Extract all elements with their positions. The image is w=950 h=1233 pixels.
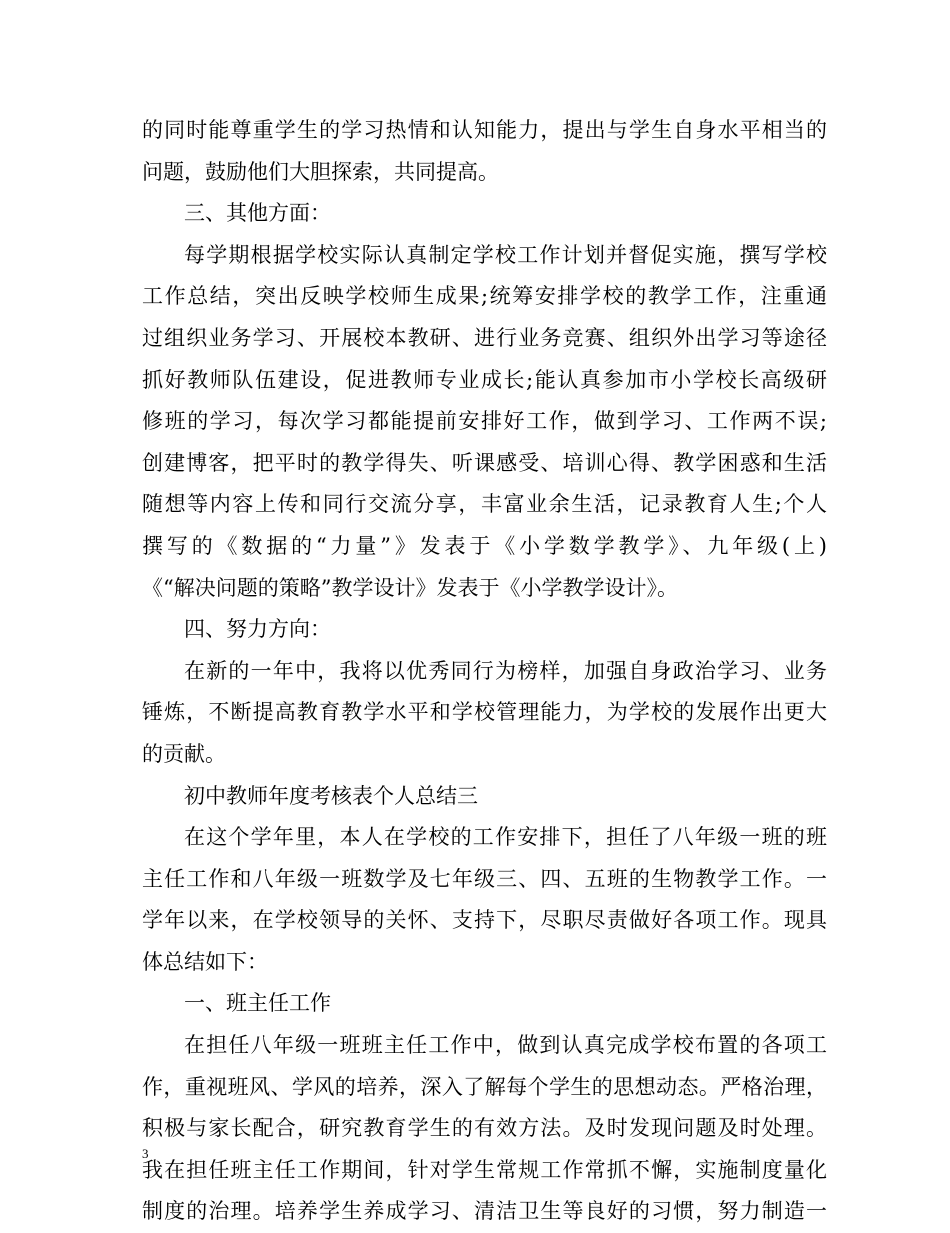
text-line: 三、其他方面：: [184, 201, 331, 226]
text-line: 问题，鼓励他们大胆探索，共同提高。: [142, 159, 499, 184]
document-body: [142, 110, 827, 1233]
text-line: 在这个学年里，本人在学校的工作安排下，担任了八年级一班的班: [184, 825, 827, 850]
text-line: 创建博客，把平时的教学得失、听课感受、培训心得、教学困惑和生活: [142, 450, 827, 475]
text-line: 工作总结，突出反映学校师生成果;统筹安排学校的教学工作，注重通: [142, 284, 827, 309]
text-line: 初中教师年度考核表个人总结三: [184, 783, 478, 808]
text-line: 在新的一年中，我将以优秀同行为榜样，加强自身政治学习、业务: [184, 658, 827, 683]
text-line: 四、努力方向：: [184, 617, 331, 642]
text-line: 在担任八年级一班班主任工作中，做到认真完成学校布置的各项工: [184, 1033, 827, 1058]
text-line: 锤炼，不断提高教育教学水平和学校管理能力，为学校的发展作出更大: [142, 700, 827, 725]
text-line: 过组织业务学习、开展校本教研、进行业务竞赛、组织外出学习等途径: [142, 325, 827, 350]
text-line: 撰写的《数据的“力量”》发表于《小学数学教学》、九年级(上): [142, 533, 827, 558]
text-line: 的同时能尊重学生的学习热情和认知能力，提出与学生自身水平相当的: [142, 118, 827, 142]
text-line: 主任工作和八年级一班数学及七年级三、四、五班的生物教学工作。一: [142, 866, 827, 891]
text-line: 一、班主任工作: [184, 991, 331, 1016]
text-line: 积极与家长配合，研究教育学生的有效方法。及时发现问题及时处理。: [142, 1116, 827, 1141]
text-line: 作，重视班风、学风的培养，深入了解每个学生的思想动态。严格治理，: [142, 1074, 827, 1099]
text-line: 修班的学习，每次学习都能提前安排好工作，做到学习、工作两不误;: [142, 409, 827, 434]
text-line: 随想等内容上传和同行交流分享，丰富业余生活，记录教育人生;个人: [142, 492, 827, 517]
text-line: 的贡献。: [142, 741, 226, 766]
text-line: 我在担任班主任工作期间，针对学生常规工作常抓不懈，实施制度量化: [142, 1157, 827, 1182]
text-line: 《“解决问题的策略”教学设计》发表于《小学教学设计》。: [142, 575, 678, 600]
text-line: 抓好教师队伍建设，促进教师专业成长;能认真参加市小学校长高级研: [142, 367, 827, 392]
text-line: 学年以来，在学校领导的关怀、支持下，尽职尽责做好各项工作。现具: [142, 908, 827, 933]
text-line: 每学期根据学校实际认真制定学校工作计划并督促实施，撰写学校: [184, 242, 827, 267]
text-line: 体总结如下：: [142, 949, 268, 974]
text-line: 制度的治理。培养学生养成学习、清洁卫生等良好的习惯，努力制造一: [142, 1199, 827, 1224]
page-number: 3: [142, 1146, 149, 1161]
